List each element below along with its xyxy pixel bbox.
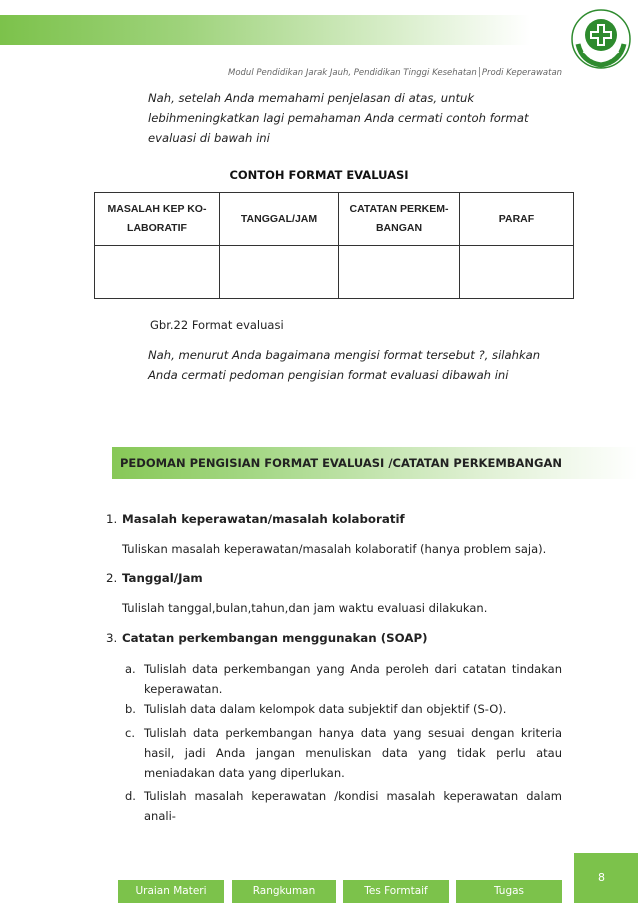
module-header: Modul Pendidikan Jarak Jauh, Pendidikan Tinggi Kesehatan│Prodi Keperawatan [228, 68, 563, 78]
list-item-number: 3. [106, 631, 118, 645]
sub-item-text: Tulislah data dalam kelompok data subjektif dan objektif (S-O). [144, 702, 507, 716]
list-item-body: Tulislah tanggal,bulan,tahun,dan jam waktu evaluasi dilakukan. [122, 601, 488, 615]
list-item-heading [106, 631, 428, 645]
column-header: CATATAN PERKEM- BANGAN [339, 193, 460, 246]
figure-caption: Gbr.22 Format evaluasi [150, 318, 284, 332]
section-title: PEDOMAN PENGISIAN FORMAT EVALUASI /CATATAN PERKEMBANGAN [120, 456, 563, 470]
page-number-box [574, 853, 638, 903]
sub-list-item [125, 659, 562, 699]
sub-item-letter: d. [125, 789, 136, 803]
list-item-heading [106, 571, 203, 585]
sub-item-text: Tulislah masalah keperawatan /kondisi masalah keperawatan dalam anali- [144, 789, 562, 823]
column-header: PARAF [460, 193, 574, 246]
list-item-title: Catatan perkembangan menggunakan (SOAP) [122, 631, 428, 645]
nav-tes-formatif[interactable]: Tes Formtaif [343, 880, 449, 903]
evaluation-format-table [94, 192, 574, 299]
format-title: CONTOH FORMAT EVALUASI [229, 168, 409, 182]
sub-list-item [125, 723, 562, 783]
nav-tugas[interactable]: Tugas [456, 880, 562, 903]
question-text: Nah, menurut Anda bagaimana mengisi format tersebut ?, silahkan Anda cermati pedoman pengisian format evaluasi dibawah ini [148, 348, 541, 382]
sub-item-letter: c. [125, 726, 135, 740]
list-item-number: 1. [106, 512, 118, 526]
ministry-logo [570, 8, 632, 70]
table-header-row [95, 193, 574, 246]
table-cell [339, 246, 460, 299]
header-gradient-bar [0, 15, 530, 45]
sub-item-text: Tulislah data perkembangan yang Anda peroleh dari catatan tindakan keperawatan. [144, 662, 562, 696]
column-header: MASALAH KEP KO- LABORATIF [95, 193, 220, 246]
sub-item-letter: b. [125, 702, 136, 716]
sub-list-item [125, 786, 562, 826]
table-cell [460, 246, 574, 299]
list-item-title: Tanggal/Jam [122, 571, 203, 585]
nav-uraian-materi[interactable]: Uraian Materi [118, 880, 224, 903]
intro-text: Nah, setelah Anda memahami penjelasan di atas, untuk lebihmeningkatkan lagi pemahaman Anda cermati contoh format evaluasi di bawah ini [148, 91, 529, 145]
sub-list-item [125, 699, 562, 719]
list-item-number: 2. [106, 571, 118, 585]
list-item-title: Masalah keperawatan/masalah kolaboratif [122, 512, 405, 526]
sub-item-letter: a. [125, 662, 136, 676]
table-cell [220, 246, 339, 299]
list-item-heading [106, 512, 405, 526]
sub-item-text: Tulislah data perkembangan hanya data yang sesuai dengan kriteria hasil, jadi Anda jangan menuliskan data yang tidak perlu atau meniadakan data yang diperlukan. [144, 726, 562, 780]
column-header: TANGGAL/JAM [220, 193, 339, 246]
table-row [95, 246, 574, 299]
table-cell [95, 246, 220, 299]
nav-rangkuman[interactable]: Rangkuman [232, 880, 336, 903]
page-number: 8 [598, 871, 605, 884]
list-item-body: Tuliskan masalah keperawatan/masalah kolaboratif (hanya problem saja). [122, 542, 547, 556]
